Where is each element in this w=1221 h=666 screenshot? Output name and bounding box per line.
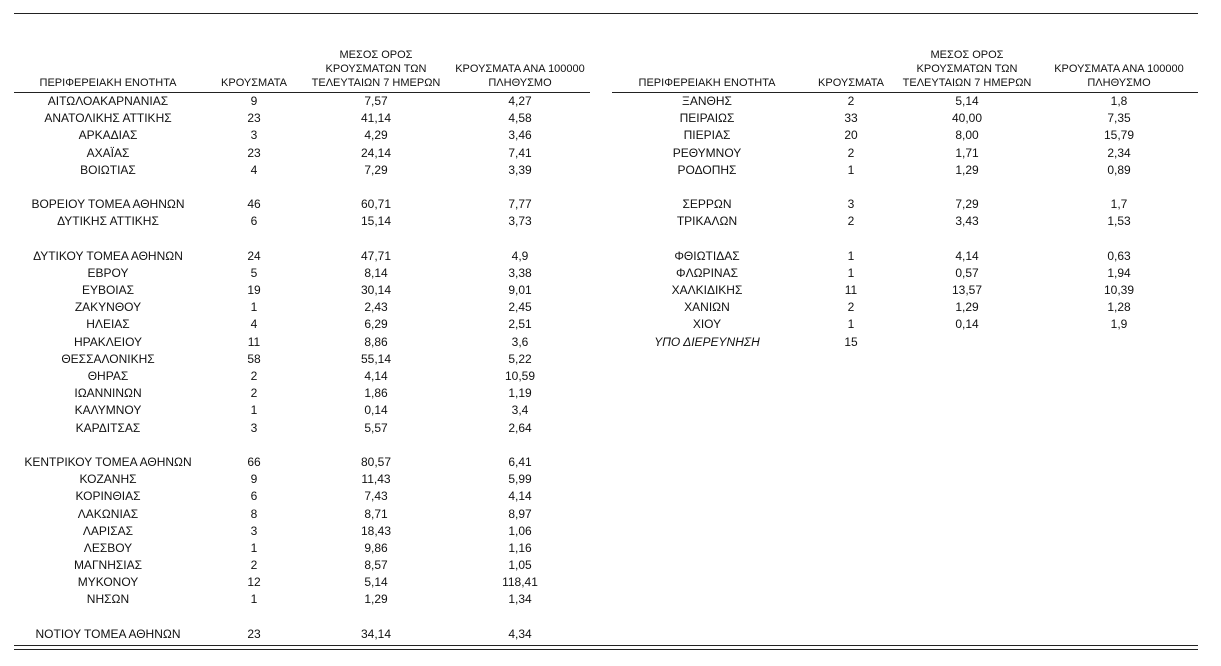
left-table-body [14,93,590,643]
per100k-cell: 7,77 [508,197,532,212]
table-row [612,110,1198,127]
table-row [14,231,590,248]
avg-cell: 8,00 [955,128,979,143]
region-cell: ΑΙΤΩΛΟΑΚΑΡΝΑΝΙΑΣ [47,94,169,108]
cases-cell: 58 [247,351,261,366]
header-cases: ΚΡΟΥΣΜΑΤΑ [818,77,884,89]
cases-cell: 2 [250,386,258,401]
cases-cell: 23 [247,626,261,641]
right-table-body [612,93,1198,351]
region-cell: ΘΗΡΑΣ [87,369,129,383]
region-cell: ΦΛΩΡΙΝΑΣ [676,265,738,280]
region-cell: ΤΡΙΚΑΛΩΝ [676,214,738,229]
per100k-cell: 118,41 [502,575,538,590]
per100k-cell: 1,28 [1107,300,1131,315]
cases-cell: 6 [250,214,258,229]
avg-cell: 13,57 [951,283,983,298]
table-row [14,437,590,454]
table-row [14,420,590,437]
avg-cell: 1,29 [955,300,979,315]
table-row [14,196,590,213]
region-cell: ΝΟΤΙΟΥ ΤΟΜΕΑ ΑΘΗΝΩΝ [35,626,181,641]
avg-cell: 11,43 [361,472,391,487]
table-row [612,334,1198,351]
avg-cell: 41,14 [360,111,392,126]
table-row [14,282,590,299]
table-row [612,316,1198,333]
region-cell: ΗΛΕΙΑΣ [86,317,130,332]
cases-cell: 2 [847,94,855,108]
avg-cell: 4,14 [955,248,979,263]
table-row [14,540,590,557]
avg-cell: 5,14 [364,575,388,590]
table-row [14,316,590,333]
region-cell: ΛΑΚΩΝΙΑΣ [77,506,139,521]
cases-cell: 33 [844,111,858,126]
table-row [612,282,1198,299]
table-row [612,93,1198,110]
cases-cell: 2 [250,369,258,383]
region-cell: ΔΥΤΙΚΟΥ ΤΟΜΕΑ ΑΘΗΝΩΝ [33,248,183,263]
top-rule [14,13,1198,14]
avg-cell: 8,71 [364,506,388,521]
table-row [14,402,590,419]
left-table [14,44,590,643]
cases-cell: 6 [250,489,258,504]
cases-cell: 3 [250,420,258,435]
cases-cell: 2 [250,558,258,573]
region-cell: ΛΕΣΒΟΥ [83,540,133,555]
per100k-cell: 2,34 [1107,145,1131,160]
avg-cell: 7,43 [364,489,388,504]
per100k-cell: 2,51 [508,317,532,332]
avg-cell: 4,14 [364,369,388,383]
per100k-cell: 1,94 [1107,265,1131,280]
region-cell: ΝΗΣΩΝ [86,592,130,607]
table-row [612,299,1198,316]
per100k-cell: 4,27 [508,94,532,108]
per100k-cell: 7,41 [508,145,532,160]
avg-cell: 8,14 [364,265,388,280]
avg-cell: 0,14 [955,317,979,332]
region-cell: ΚΑΛΥΜΝΟΥ [74,403,142,418]
table-row [14,162,590,179]
per100k-cell: 5,22 [508,351,532,366]
table-row [14,488,590,505]
per100k-cell: 4,9 [511,248,529,263]
per100k-cell: 1,34 [508,592,532,607]
cases-cell: 1 [847,162,855,177]
per100k-cell: 1,9 [1110,317,1128,332]
region-cell: ΧΙΟΥ [692,317,722,332]
header-region: ΠΕΡΙΦΕΡΕΙΑΚΗ ΕΝΟΤΗΤΑ [39,77,177,89]
table-row [612,231,1198,248]
region-cell: ΑΧΑΪΑΣ [86,145,130,160]
per100k-cell: 10,59 [504,369,536,383]
per100k-cell: 1,05 [508,558,532,573]
avg-cell: 3,43 [955,214,979,229]
per100k-cell: 3,4 [511,403,529,418]
table-row [14,609,590,626]
cases-cell: 1 [250,403,258,418]
avg-cell: 8,86 [364,334,388,349]
region-cell: ΧΑΛΚΙΔΙΚΗΣ [671,283,743,298]
per100k-cell: 4,58 [508,111,532,126]
per100k-cell: 0,89 [1107,162,1131,177]
region-cell: ΕΒΡΟΥ [87,265,129,280]
table-row [14,145,590,162]
table-row [14,265,590,282]
avg-cell: 60,71 [360,197,392,212]
right-table [612,44,1198,351]
cases-cell: 46 [247,197,261,212]
cases-cell: 8 [250,506,258,521]
per100k-cell: 4,34 [508,626,532,641]
table-row [14,523,590,540]
header-avg-7-days: ΜΕΣΟΣ ΟΡΟΣ ΚΡΟΥΣΜΑΤΩΝ ΤΩΝ ΤΕΛΕΥΤΑΙΩΝ 7 ΗΜΕΡΩΝ [311,49,441,89]
cases-cell: 11 [844,283,858,298]
per100k-cell: 1,16 [508,540,532,555]
avg-cell: 7,29 [364,162,388,177]
avg-cell: 55,14 [360,351,392,366]
table-row [612,127,1198,144]
region-cell: ΔΥΤΙΚΗΣ ΑΤΤΙΚΗΣ [57,214,159,229]
avg-cell: 30,14 [360,283,392,298]
table-row [14,368,590,385]
per100k-cell: 0,63 [1107,248,1131,263]
region-cell: ΖΑΚΥΝΘΟΥ [74,300,142,315]
cases-cell: 3 [847,197,855,212]
table-row [14,299,590,316]
cases-cell: 23 [247,111,261,126]
table-row [14,557,590,574]
avg-cell: 9,86 [364,540,388,555]
cases-cell: 2 [847,214,855,229]
avg-cell: 1,29 [364,592,388,607]
cases-cell: 19 [247,283,261,298]
cases-cell: 2 [847,300,855,315]
region-cell: ΚΕΝΤΡΙΚΟΥ ΤΟΜΕΑ ΑΘΗΝΩΝ [24,454,192,469]
per100k-cell: 1,19 [508,386,532,401]
region-cell: ΒΟΡΕΙΟΥ ΤΟΜΕΑ ΑΘΗΝΩΝ [31,197,185,212]
avg-cell: 15,14 [360,214,392,229]
cases-cell: 2 [847,145,855,160]
avg-cell: 6,29 [364,317,388,332]
right-table-header [612,44,1198,93]
region-cell: ΜΥΚΟΝΟΥ [77,575,139,590]
avg-cell: 1,71 [955,145,979,160]
avg-cell: 1,29 [955,162,979,177]
region-cell: ΡΟΔΟΠΗΣ [677,162,737,177]
table-row [14,385,590,402]
per100k-cell: 7,35 [1107,111,1131,126]
table-row [14,213,590,230]
per100k-cell: 1,7 [1110,197,1128,212]
avg-cell: 2,43 [364,300,388,315]
avg-cell: 18,43 [360,523,392,538]
header-cases: ΚΡΟΥΣΜΑΤΑ [221,77,287,89]
table-row [14,110,590,127]
table-row [14,506,590,523]
table-row [612,213,1198,230]
region-cell: ΠΕΙΡΑΙΩΣ [679,111,735,126]
per100k-cell: 3,39 [508,162,532,177]
cases-cell: 12 [247,575,261,590]
left-table-header [14,44,590,93]
cases-cell: 1 [250,300,258,315]
header-per-100k: ΚΡΟΥΣΜΑΤΑ ΑΝΑ 100000 ΠΛΗΘΥΣΜΟ [455,63,585,89]
region-cell: ΒΟΙΩΤΙΑΣ [80,162,136,177]
table-row [612,145,1198,162]
region-cell: ΠΙΕΡΙΑΣ [683,128,731,143]
cases-cell: 1 [847,317,855,332]
table-row [14,127,590,144]
header-per-100k: ΚΡΟΥΣΜΑΤΑ ΑΝΑ 100000 ΠΛΗΘΥΣΜΟ [1054,63,1184,89]
per100k-cell: 9,01 [508,283,532,298]
table-row [14,626,590,643]
avg-cell: 5,14 [955,94,979,108]
table-row [14,351,590,368]
avg-cell: 34,14 [360,626,392,641]
region-cell: ΘΕΣΣΑΛΟΝΙΚΗΣ [61,351,155,366]
cases-cell: 4 [250,162,258,177]
table-row [14,248,590,265]
per100k-cell: 1,06 [508,523,532,538]
region-cell: ΛΑΡΙΣΑΣ [82,523,134,538]
table-row [612,248,1198,265]
per100k-cell: 4,14 [508,489,532,504]
cases-cell: 11 [247,334,261,349]
region-cell: ΦΘΙΩΤΙΔΑΣ [674,248,740,263]
avg-cell: 80,57 [360,454,392,469]
region-cell: ΚΑΡΔΙΤΣΑΣ [75,420,141,435]
cases-cell: 1 [847,248,855,263]
cases-cell: 1 [847,265,855,280]
table-row [14,591,590,608]
cases-cell: 9 [250,472,258,487]
cases-cell: 15 [844,334,858,349]
region-cell: ΚΟΡΙΝΘΙΑΣ [75,489,141,504]
cases-cell: 23 [247,145,261,160]
region-cell: ΙΩΑΝΝΙΝΩΝ [74,386,142,401]
cases-cell: 3 [250,128,258,143]
cases-cell: 5 [250,265,258,280]
avg-cell: 0,14 [364,403,388,418]
per100k-cell: 6,41 [508,454,532,469]
table-row [14,93,590,110]
table-row [14,454,590,471]
header-avg-7-days: ΜΕΣΟΣ ΟΡΟΣ ΚΡΟΥΣΜΑΤΩΝ ΤΩΝ ΤΕΛΕΥΤΑΙΩΝ 7 ΗΜΕΡΩΝ [902,49,1032,89]
avg-cell: 7,29 [955,197,979,212]
region-cell: ΕΥΒΟΙΑΣ [81,283,135,298]
cases-cell: 20 [844,128,858,143]
per100k-cell: 3,73 [508,214,532,229]
header-region: ΠΕΡΙΦΕΡΕΙΑΚΗ ΕΝΟΤΗΤΑ [638,77,776,89]
avg-cell: 4,29 [364,128,388,143]
avg-cell: 1,86 [364,386,388,401]
cases-cell: 3 [250,523,258,538]
region-cell: ΚΟΖΑΝΗΣ [79,472,137,487]
region-cell: ΞΑΝΘΗΣ [682,94,732,108]
per100k-cell: 1,53 [1107,214,1131,229]
region-cell: ΡΕΘΥΜΝΟΥ [672,145,742,160]
per100k-cell: 3,38 [508,265,532,280]
avg-cell: 40,00 [951,111,983,126]
per100k-cell: 8,97 [508,506,532,521]
table-row [14,574,590,591]
per100k-cell: 2,45 [508,300,532,315]
cases-cell: 24 [247,248,261,263]
table-row [14,471,590,488]
avg-cell: 24,14 [360,145,392,160]
per100k-cell: 3,6 [511,334,529,349]
per100k-cell: 10,39 [1103,283,1135,298]
region-cell: ΜΑΓΝΗΣΙΑΣ [73,558,143,573]
per100k-cell: 15,79 [1103,128,1135,143]
cases-cell: 9 [250,94,258,108]
table-row [612,179,1198,196]
table-row [612,196,1198,213]
bottom-rule [14,645,1198,650]
cases-cell: 1 [250,540,258,555]
table-row [612,162,1198,179]
per100k-cell: 3,46 [508,128,532,143]
avg-cell: 47,71 [360,248,392,263]
avg-cell: 5,57 [364,420,388,435]
per100k-cell: 5,99 [508,472,532,487]
cases-cell: 4 [250,317,258,332]
avg-cell: 0,57 [955,265,979,280]
cases-cell: 1 [250,592,258,607]
table-row [14,334,590,351]
per100k-cell: 2,64 [508,420,532,435]
region-cell: ΣΕΡΡΩΝ [682,197,732,212]
per100k-cell: 1,8 [1110,94,1128,108]
table-row [612,265,1198,282]
region-cell: ΥΠΟ ΔΙΕΡΕΥΝΗΣΗ [654,334,760,349]
avg-cell: 7,57 [364,94,388,108]
region-cell: ΑΡΚΑΔΙΑΣ [78,128,138,143]
avg-cell: 8,57 [364,558,388,573]
region-cell: ΑΝΑΤΟΛΙΚΗΣ ΑΤΤΙΚΗΣ [44,111,172,126]
table-row [14,179,590,196]
region-cell: ΗΡΑΚΛΕΙΟΥ [73,334,143,349]
region-cell: ΧΑΝΙΩΝ [684,300,730,315]
cases-cell: 66 [247,454,261,469]
